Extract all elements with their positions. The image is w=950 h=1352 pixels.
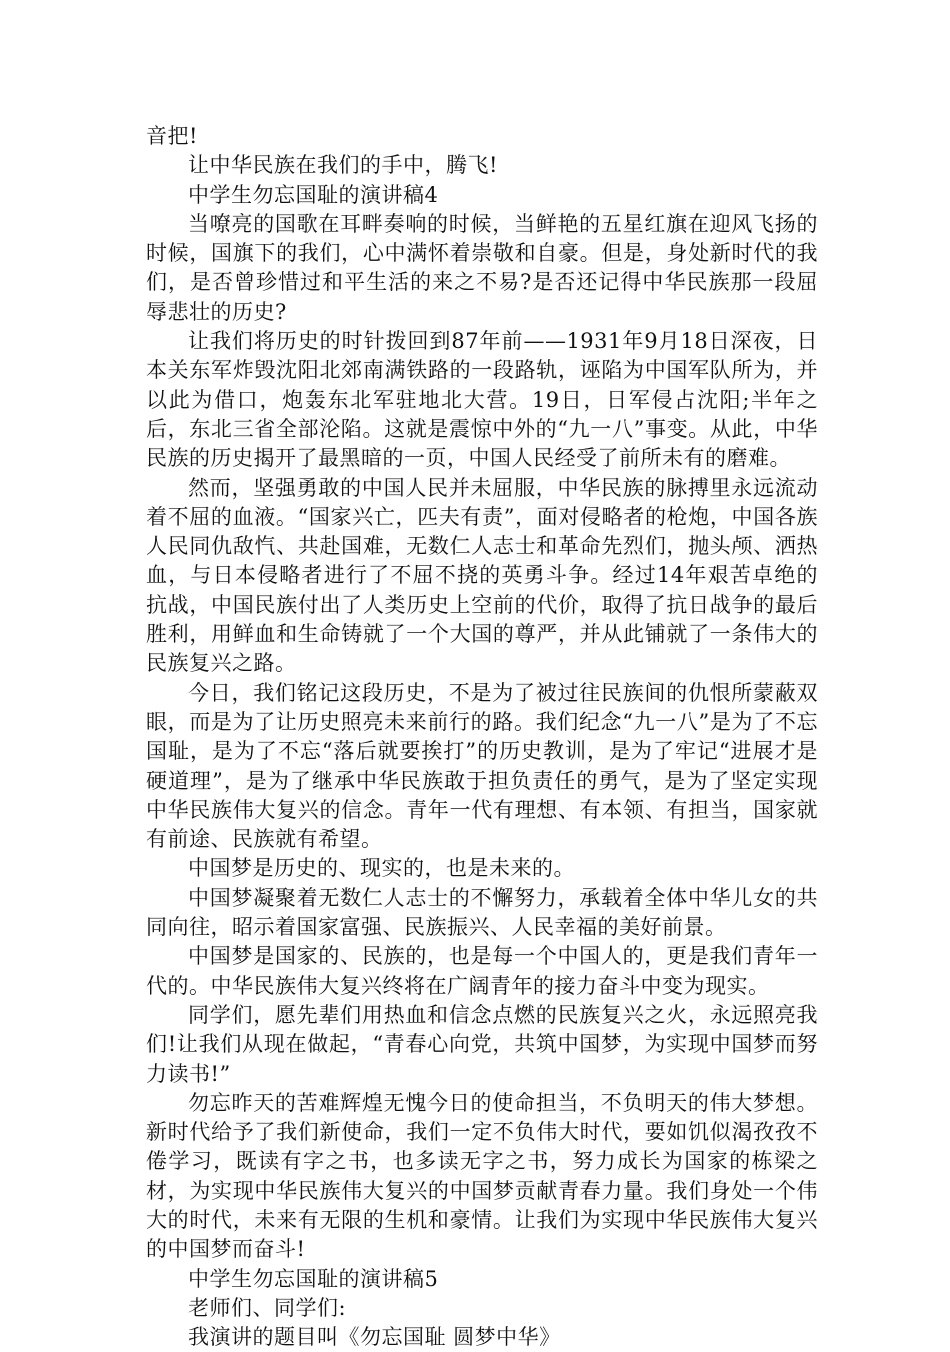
- paragraph: 让中华民族在我们的手中，腾飞!: [188, 153, 498, 178]
- document-body: [146, 122, 818, 1352]
- paragraph: 中国梦是历史的、现实的，也是未来的。: [188, 856, 575, 881]
- paragraph: 同学们，愿先辈们用热血和信念点燃的民族复兴之火，永远照亮我们!让我们从现在做起，“青春心向党，共筑中国梦，为实现中国梦而努力读书!”: [146, 1002, 818, 1086]
- paragraph: 当嘹亮的国歌在耳畔奏响的时候，当鲜艳的五星红旗在迎风飞扬的时候，国旗下的我们，心中满怀着崇敬和自豪。但是，身处新时代的我们，是否曾珍惜过和平生活的来之不易?是否还记得中华民族那一段屈辱悲壮的历史?: [146, 211, 818, 324]
- paragraph: 中国梦凝聚着无数仁人志士的不懈努力，承载着全体中华儿女的共同向往，昭示着国家富强、民族振兴、人民幸福的美好前景。: [146, 885, 818, 940]
- paragraph: 中国梦是国家的、民族的，也是每一个中国人的，更是我们青年一代的。中华民族伟大复兴终将在广阔青年的接力奋斗中变为现实。: [146, 944, 818, 998]
- paragraph: 今日，我们铭记这段历史，不是为了被过往民族间的仇恨所蒙蔽双眼，而是为了让历史照亮未来前行的路。我们纪念“九一八”是为了不忘国耻，是为了不忘“落后就要挨打”的历史教训，是为了牢记“进展才是硬道理”，是为了继承中华民族敢于担负责任的勇气，是为了坚定实现中华民族伟大复兴的信念。青年一代有理想、有本领、有担当，国家就有前途、民族就有希望。: [146, 680, 818, 852]
- paragraph-continuation: 音把!: [146, 124, 198, 148]
- section-heading: 中学生勿忘国耻的演讲稿4: [188, 182, 439, 207]
- section-heading: 中学生勿忘国耻的演讲稿5: [188, 1266, 439, 1291]
- paragraph: 勿忘昨天的苦难辉煌无愧今日的使命担当，不负明天的伟大梦想。新时代给予了我们新使命，我们一定不负伟大时代，要如饥似渴孜孜不倦学习，既读有字之书，也多读无字之书，努力成长为国家的栋梁之材，为实现中华民族伟大复兴的中国梦贡献青春力量。我们身处一个伟大的时代，未来有无限的生机和豪情。让我们为实现中华民族伟大复兴的中国梦而奋斗!: [146, 1090, 818, 1262]
- salutation: 老师们、同学们:: [188, 1295, 347, 1320]
- paragraph: 我演讲的题目叫《勿忘国耻 圆梦中华》: [188, 1325, 561, 1350]
- paragraph: 然而，坚强勇敢的中国人民并未屈服，中华民族的脉搏里永远流动着不屈的血液。“国家兴亡，匹夫有责”，面对侵略者的枪炮，中国各族人民同仇敌忾、共赴国难，无数仁人志士和革命先烈们，抛头颅、洒热血，与日本侵略者进行了不屈不挠的英勇斗争。经过14年艰苦卓绝的抗战，中国民族付出了人类历史上空前的代价，取得了抗日战争的最后胜利，用鲜血和生命铸就了一个大国的尊严，并从此铺就了一条伟大的民族复兴之路。: [146, 475, 818, 676]
- paragraph: 让我们将历史的时针拨回到87年前——1931年9月18日深夜，日本关东军炸毁沈阳北郊南满铁路的一段路轨，诬陷为中国军队所为，并以此为借口，炮轰东北军驻地北大营。19日，日军侵占沈阳;半年之后，东北三省全部沦陷。这就是震惊中外的“九一八”事变。从此，中华民族的历史揭开了最黑暗的一页，中国人民经受了前所未有的磨难。: [146, 329, 818, 471]
